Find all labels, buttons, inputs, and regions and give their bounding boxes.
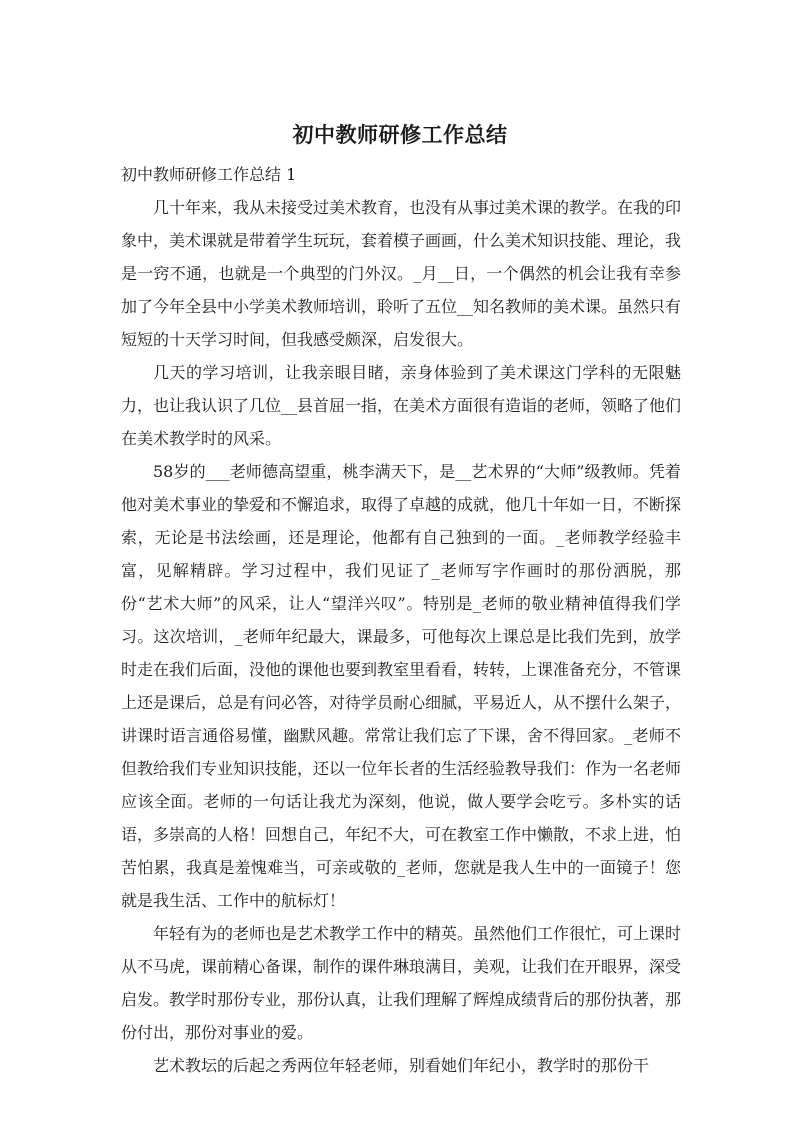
section-subtitle: 初中教师研修工作总结 1 xyxy=(121,165,297,184)
paragraph: 58岁的___老师德高望重，桃李满天下，是__艺术界的“大师”级教师。凭着他对美术事业的挚爱和不懈追求，取得了卓越的成就，他几十年如一日，不断探索，无论是书法绘画，还是理论，他都有自己独到的一面。_老师教学经验丰富，见解精辟。学习过程中，我们见证了_老师写字作画时的那份洒脱，那份“艺术大师”的风采，让人“望洋兴叹”。特别是_老师的敬业精神值得我们学习。这次培训，_老师年纪最大，课最多，可他每次上课总是比我们先到，放学时走在我们后面，没他的课他也要到教室里看看，转转，上课准备充分，不管课上还是课后，总是有问必答，对待学员耐心细腻，平易近人，从不摆什么架子，讲课时语言通俗易懂，幽默风趣。常常让我们忘了下课，舍不得回家。_老师不但教给我们专业知识技能，还以一位年长者的生活经验教导我们：作为一名老师应该全面。老师的一句话让我尤为深刻，他说，做人要学会吃亏。多朴实的话语，多崇高的人格！回想自己，年纪不大，可在教室工作中懒散，不求上进，怕苦怕累，我真是羞愧难当，可亲或敬的_老师，您就是我人生中的一面镜子！您就是我生活、工作中的航标灯！ xyxy=(121,462,682,910)
paragraph: 年轻有为的老师也是艺术教学工作中的精英。虽然他们工作很忙，可上课时从不马虎，课前精心备课，制作的课件琳琅满目，美观，让我们在开眼界，深受启发。教学时那份专业，那份认真，让我们理解了辉煌成绩背后的那份执著，那份付出，那份对事业的爱。 xyxy=(121,924,682,1042)
paragraph: 几十年来，我从未接受过美术教育，也没有从事过美术课的教学。在我的印象中，美术课就是带着学生玩玩，套着模子画画，什么美术知识技能、理论，我是一窍不通，也就是一个典型的门外汉。_月__日，一个偶然的机会让我有幸参加了今年全县中小学美术教师培训，聆听了五位__知名教师的美术课。虽然只有短短的十天学习时间，但我感受颇深，启发很大。 xyxy=(121,198,682,349)
document-title: 初中教师研修工作总结 xyxy=(292,123,508,147)
paragraph: 艺术教坛的后起之秀两位年轻老师，别看她们年纪小，教学时的那份干 xyxy=(153,1056,650,1075)
document-body xyxy=(121,158,681,1082)
paragraph: 几天的学习培训，让我亲眼目睹，亲身体验到了美术课这门学科的无限魅力，也让我认识了几位__县首屈一指，在美术方面很有造诣的老师，领略了他们在美术教学时的风采。 xyxy=(121,363,682,448)
